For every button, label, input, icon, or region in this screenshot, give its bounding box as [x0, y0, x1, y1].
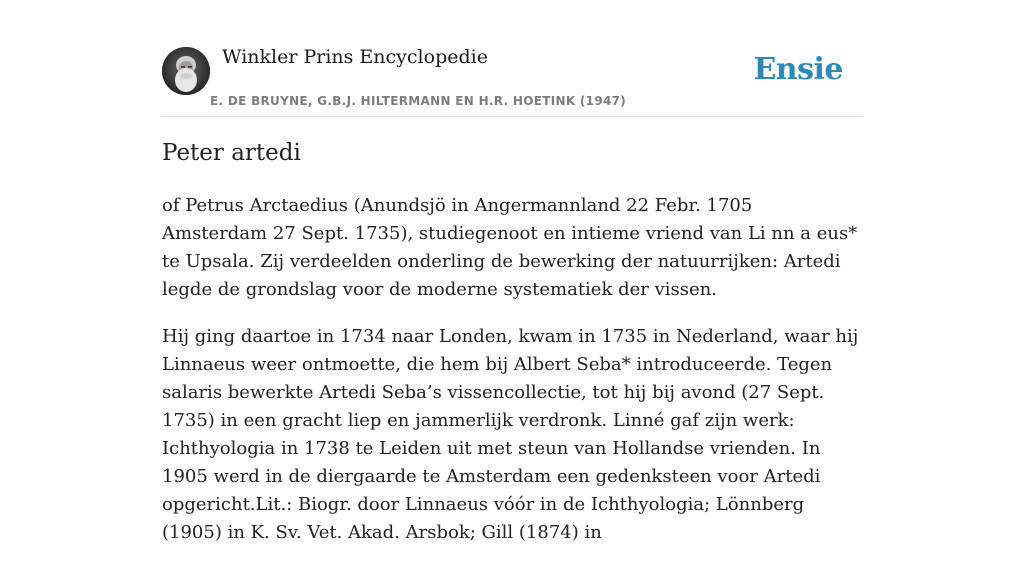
article-paragraph: of Petrus Arctaedius (Anundsjö in Angermannland 22 Febr. 1705 Amsterdam 27 Sept. 1735), studiegenoot en intieme vriend van Li nn a eus* te Upsala. Zij verdeelden onderling de bewerking der natuurrijken: Artedi legde de grondslag voor de moderne systematiek der vissen.: [162, 195, 858, 300]
encyclopedia-title[interactable]: Winkler Prins Encyclopedie: [222, 46, 488, 68]
authors-line: E. DE BRUYNE, G.B.J. HILTERMANN EN H.R. HOETINK (1947): [210, 94, 627, 108]
article-paragraph: Hij ging daartoe in 1734 naar Londen, kwam in 1735 in Nederland, waar hij Linnaeus weer ontmoette, die hem bij Albert Seba* introduceerde. Tegen salaris bewerkte Artedi Seba’s vissencollectie, tot hij bij avond (27 Sept. 1735) in een gracht liep en jammerlijk verdronk. Linné gaf zijn werk: Ichthyologia in 1738 te Leiden uit met steun van Hollandse vrienden. In 1905 werd in de diergaarde te Amsterdam een gedenksteen voor Artedi opgericht.Lit.: Biogr. door Linnaeus vóór in de Ichthyologia; Lönnberg (1905) in K. Sv. Vet. Akad. Arsbok; Gill (1874) in: [162, 326, 859, 543]
header: [162, 0, 862, 117]
portrait-image: [162, 47, 210, 95]
brand-logo-link[interactable]: Ensie: [753, 52, 843, 87]
article-body: [162, 192, 862, 566]
page: [162, 0, 862, 543]
avatar[interactable]: [162, 47, 210, 95]
article-title: Peter artedi: [162, 140, 301, 166]
